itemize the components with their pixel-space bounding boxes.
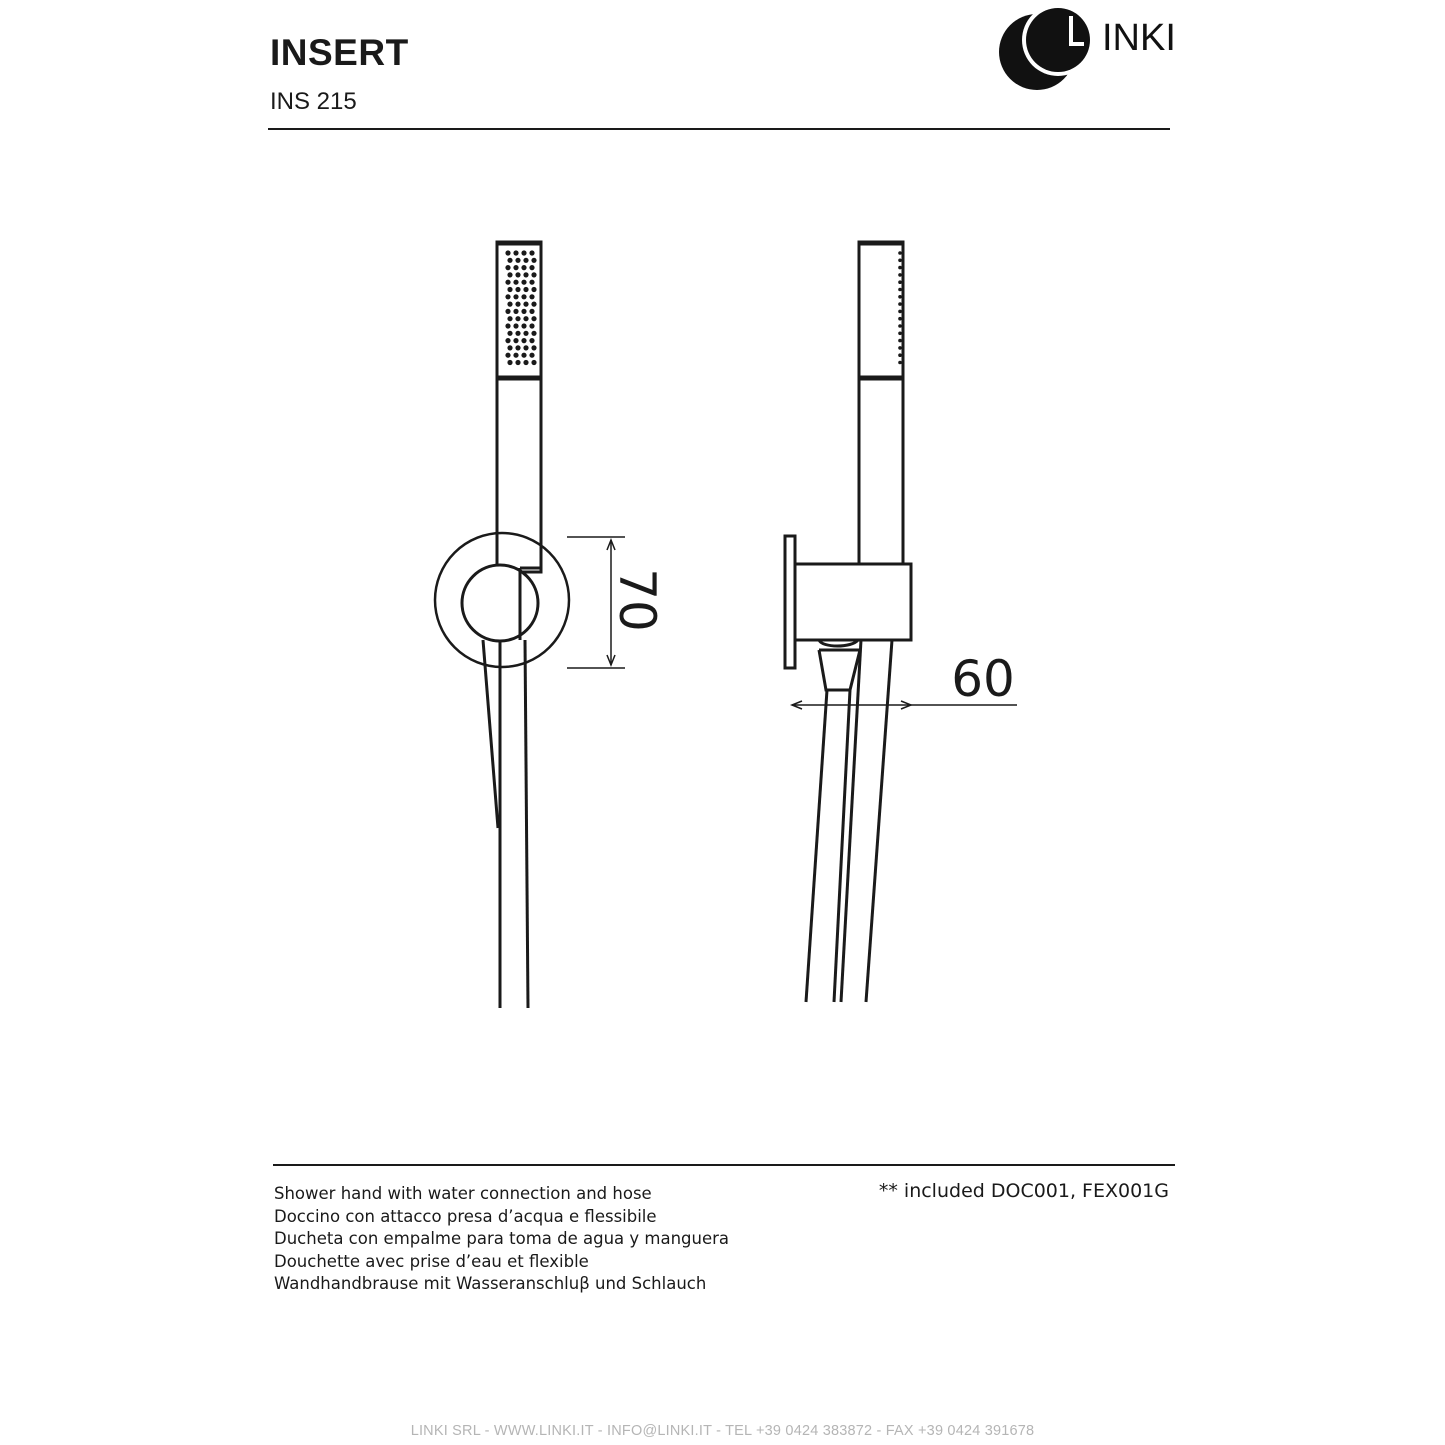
side-nozzle-dot <box>898 273 902 277</box>
side-nozzle-dot <box>898 339 902 343</box>
nozzle-dot <box>507 360 512 365</box>
nozzle-dot <box>521 280 526 285</box>
nozzle-dot <box>513 265 518 270</box>
nozzle-dot <box>515 360 520 365</box>
nozzle-dot <box>515 316 520 321</box>
nozzle-dot <box>507 345 512 350</box>
side-nozzle-dot <box>898 259 902 263</box>
nozzle-dot <box>531 360 536 365</box>
side-nozzle-dot <box>898 302 902 306</box>
dimension-height-label: 70 <box>608 568 666 632</box>
nozzle-dot <box>513 338 518 343</box>
nozzle-dot <box>523 287 528 292</box>
nozzle-dot <box>521 294 526 299</box>
nozzle-dot <box>529 265 534 270</box>
nozzle-dot <box>505 265 510 270</box>
nozzle-dot <box>523 331 528 336</box>
nozzle-dot <box>505 309 510 314</box>
nozzle-dot <box>515 258 520 263</box>
side-nozzle-dot <box>898 332 902 336</box>
nozzle-dot <box>505 323 510 328</box>
nozzle-dot <box>515 345 520 350</box>
nozzle-dot <box>513 353 518 358</box>
included-parts: ** included DOC001, FEX001G <box>878 1180 1169 1202</box>
side-nozzle-dot <box>898 288 902 292</box>
nozzle-dot <box>529 338 534 343</box>
nozzle-dot <box>521 250 526 255</box>
nozzle-dot <box>523 258 528 263</box>
nozzle-dot <box>515 287 520 292</box>
side-nozzle-dot <box>898 324 902 328</box>
nozzle-dot <box>529 250 534 255</box>
nozzle-dot <box>505 338 510 343</box>
nozzle-dot <box>513 294 518 299</box>
side-nozzle-dot <box>898 317 902 321</box>
side-nozzle-dot <box>898 346 902 350</box>
description-de: Wandhandbrause mit Wasseranschluβ und Schlauch <box>274 1274 707 1293</box>
svg-text:INKI: INKI <box>1102 17 1176 59</box>
nozzle-dot <box>531 331 536 336</box>
footer-contact: LINKI SRL - WWW.LINKI.IT - INFO@LINKI.IT - TEL +39 0424 383872 - FAX +39 0424 391678 <box>410 1423 1035 1439</box>
product-description <box>274 1183 729 1296</box>
nozzle-dot <box>513 280 518 285</box>
nozzle-dot <box>531 302 536 307</box>
nozzle-dot <box>513 309 518 314</box>
side-nozzle-dot <box>898 280 902 284</box>
nozzle-dot <box>505 250 510 255</box>
nozzle-dot <box>515 272 520 277</box>
nozzle-dot <box>507 316 512 321</box>
side-nozzle-dot <box>898 361 902 365</box>
nozzle-dot <box>521 323 526 328</box>
description-fr: Douchette avec prise d’eau et flexible <box>274 1251 589 1271</box>
nozzle-dot <box>529 323 534 328</box>
side-nozzle-dot <box>898 266 902 270</box>
side-nozzle-dot <box>898 353 902 357</box>
description-it: Doccino con attacco presa d’acqua e flessibile <box>274 1206 657 1226</box>
nozzle-dot <box>529 280 534 285</box>
nozzle-dot <box>523 302 528 307</box>
nozzle-dot <box>529 294 534 299</box>
description-divider <box>273 1164 1175 1166</box>
nozzle-dot <box>523 345 528 350</box>
nozzle-dot <box>515 302 520 307</box>
nozzle-dot <box>531 258 536 263</box>
nozzle-dot <box>531 316 536 321</box>
nozzle-dot <box>523 316 528 321</box>
nozzle-dot <box>505 353 510 358</box>
side-nozzle-dot <box>898 295 902 299</box>
nozzle-dot <box>521 353 526 358</box>
page-title: INSERT <box>270 32 409 73</box>
nozzle-dot <box>523 360 528 365</box>
nozzle-dot <box>521 265 526 270</box>
description-en: Shower hand with water connection and hose <box>274 1184 652 1203</box>
description-es: Ducheta con empalme para toma de agua y manguera <box>274 1229 730 1248</box>
nozzle-dot <box>531 345 536 350</box>
nozzle-dot <box>505 294 510 299</box>
nozzle-dot <box>521 309 526 314</box>
side-view <box>785 242 911 1002</box>
nozzle-dot <box>521 338 526 343</box>
dimension-depth-label: 60 <box>951 650 1015 708</box>
nozzle-dot <box>507 272 512 277</box>
nozzle-dot <box>513 250 518 255</box>
side-nozzle-dot <box>898 310 902 314</box>
nozzle-dot <box>529 353 534 358</box>
side-nozzle-dot <box>898 251 902 255</box>
nozzle-dot <box>507 302 512 307</box>
nozzle-dot <box>531 272 536 277</box>
nozzle-dot <box>505 280 510 285</box>
nozzle-dot <box>529 309 534 314</box>
nozzle-dot <box>531 287 536 292</box>
nozzle-dot <box>523 272 528 277</box>
nozzle-dot <box>507 331 512 336</box>
front-view <box>435 242 569 1008</box>
product-code: INS 215 <box>270 88 357 115</box>
nozzle-dot <box>515 331 520 336</box>
nozzle-dot <box>507 258 512 263</box>
nozzle-dot <box>513 323 518 328</box>
nozzle-dot <box>507 287 512 292</box>
